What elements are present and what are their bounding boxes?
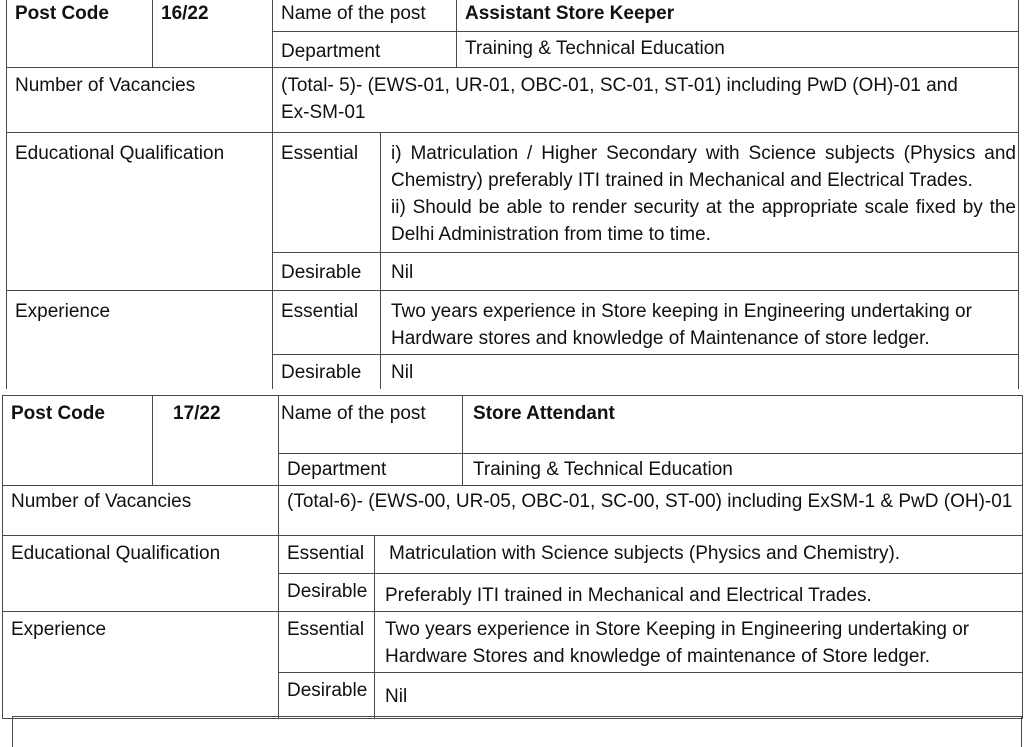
edu-essential-item-2: ii) Should be able to render security at the appropriate scale fixed by the Delhi Administration from time to time. <box>391 197 1017 245</box>
post-name-label: Name of the post <box>273 0 457 32</box>
post-name-value: Store Attendant <box>463 396 1023 454</box>
post-code-value: 16/22 <box>153 0 273 68</box>
exp-desirable-label: Desirable <box>273 355 381 393</box>
edu-desirable-label: Desirable <box>273 253 381 291</box>
department-value: Training & Technical Education <box>463 454 1023 486</box>
post-code-label: Post Code <box>3 396 153 486</box>
education-label: Educational Qualification <box>7 133 273 291</box>
post-name-label: Name of the post <box>279 396 463 454</box>
exp-desirable-label: Desirable <box>279 673 375 719</box>
exp-essential-value: Two years experience in Store keeping in Engineering undertaking or Hardware stores and knowledge of Maintenance of store ledger. <box>381 291 1019 355</box>
vacancies-value: (Total- 5)- (EWS-01, UR-01, OBC-01, SC-01, ST-01) including PwD (OH)-01 and Ex-SM-01 <box>273 68 1019 133</box>
education-label: Educational Qualification <box>3 536 279 612</box>
edu-essential-value: Matriculation with Science subjects (Physics and Chemistry). <box>375 536 1023 574</box>
exp-desirable-value: Nil <box>381 355 1019 393</box>
department-value: Training & Technical Education <box>457 32 1019 68</box>
experience-label: Experience <box>3 612 279 719</box>
post-table-17-22 <box>2 395 1023 719</box>
exp-essential-label: Essential <box>279 612 375 673</box>
vacancies-label: Number of Vacancies <box>3 486 279 536</box>
post-code-value: 17/22 <box>153 396 279 486</box>
exp-desirable-value: Nil <box>375 673 1023 719</box>
edu-essential-value <box>381 133 1019 253</box>
post-table-16-22 <box>6 0 1019 393</box>
exp-essential-label: Essential <box>273 291 381 355</box>
department-label: Department <box>273 32 457 68</box>
vacancies-value: (Total-6)- (EWS-00, UR-05, OBC-01, SC-00, ST-00) including ExSM-1 & PwD (OH)-01 <box>279 486 1023 536</box>
edu-desirable-value: Preferably ITI trained in Mechanical and Electrical Trades. <box>375 574 1023 612</box>
edu-essential-item-1: i) Matriculation / Higher Secondary with Science subjects (Physics and Chemistry) preferably ITI trained in Mechanical and Electrical Trades. <box>391 143 1017 191</box>
exp-essential-value: Two years experience in Store Keeping in Engineering undertaking or Hardware Stores and knowledge of maintenance of Store ledger. <box>375 612 1023 673</box>
department-label: Department <box>279 454 463 486</box>
post-code-label: Post Code <box>7 0 153 68</box>
post-name-value: Assistant Store Keeper <box>457 0 1019 32</box>
experience-label: Experience <box>7 291 273 393</box>
next-table-edge <box>12 716 1022 747</box>
edu-essential-label: Essential <box>273 133 381 253</box>
edu-essential-label: Essential <box>279 536 375 574</box>
edu-desirable-label: Desirable <box>279 574 375 612</box>
vacancies-label: Number of Vacancies <box>7 68 273 133</box>
edu-desirable-value: Nil <box>381 253 1019 291</box>
